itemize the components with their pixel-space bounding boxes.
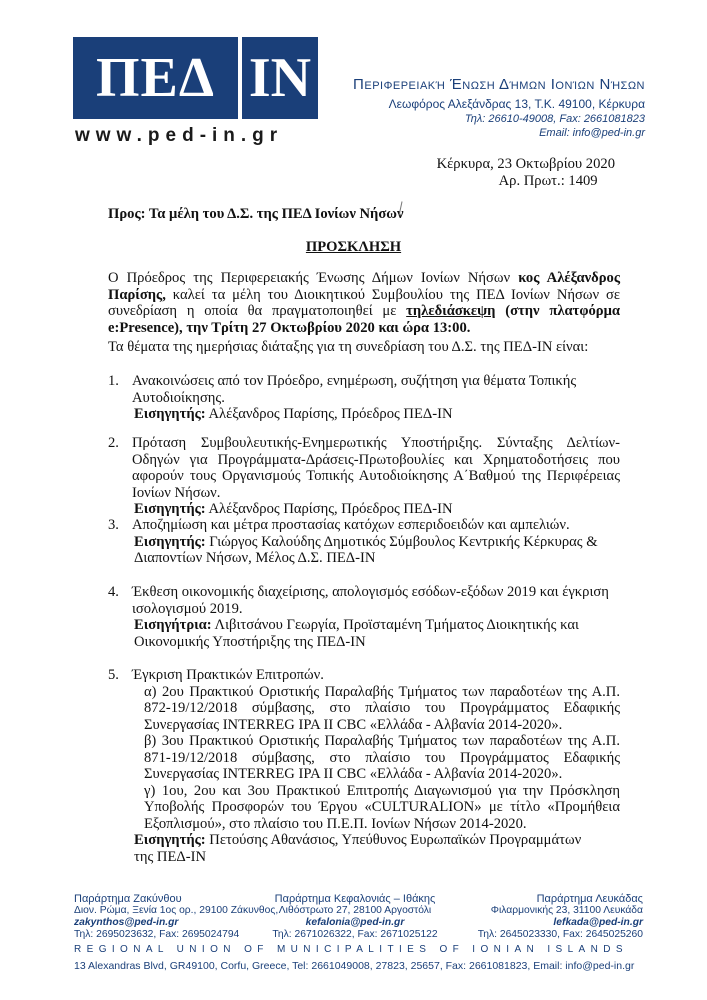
branch-heading: Παράρτημα Ζακύνθου: [74, 893, 182, 905]
rapporteur-label: Εισηγητής:: [134, 533, 206, 550]
agenda-item-number: 2.: [108, 435, 119, 451]
agenda-item-text: Αποζημίωση και μέτρα προστασίας κατόχων εσπεριδοειδών και αμπελιών.: [132, 517, 570, 533]
logo-ped-block: ΠΕΔ: [73, 37, 238, 119]
branch-kefalonia: [270, 893, 440, 941]
organization-phone: Τηλ: 26610-49008, Fax: 2661081823: [464, 113, 645, 125]
subitem-b: β) 3ου Πρακτικού Οριστικής Παραλαβής Τμήματος των παραδοτέων της Α.Π. 871-19/12/2018 σύμβασης, στο πλαίσιο του Προγράμματος Εδαφικής Συνεργασίας INTERREG IPA II CBC «Ελλάδα - Αλβανία 2014-2020».: [144, 733, 620, 782]
branch-heading: Παράρτημα Κεφαλονιάς – Ιθάκης: [274, 893, 436, 905]
rapporteur-label: Εισηγήτρια:: [134, 617, 212, 633]
branch-address: Λιθόστρωτο 27, 28100 Αργοστόλι: [278, 905, 432, 916]
agenda-item-4: [108, 584, 620, 650]
rapporteur-name: Πετούσης Αθανάσιος, Υπεύθυνος Ευρωπαϊκών Προγραμμάτων της ΠΕΔ-ΙΝ: [134, 832, 582, 865]
date-protocol-block: [437, 156, 615, 189]
branch-email[interactable]: zakynthos@ped-in.gr: [74, 917, 179, 928]
branch-zakynthos: [74, 893, 278, 941]
ped-in-logo: [73, 37, 318, 119]
agenda-item-5: [108, 667, 620, 865]
agenda-item-rapporteur: [134, 534, 604, 567]
agenda-item-text: Έγκριση Πρακτικών Επιτροπών.: [132, 667, 324, 683]
agenda-item-rapporteur: [134, 832, 594, 865]
organization-email[interactable]: Email: info@ped-in.gr: [539, 127, 645, 139]
rapporteur-name: Λιβιτσάνου Γεωργία, Προϊσταμένη Τμήματος Διοικητικής και Οικονομικής Υποστήριξης της ΠΕΔ-ΙΝ: [134, 617, 579, 650]
branch-phone: Τηλ: 2645023330, Fax: 2645025260: [477, 929, 643, 940]
intro-text-2: καλεί τα μέλη του Διοικητικού Συμβουλίου της ΠΕΔ Ιονίων Νήσων σε συνεδρίαση η οποία θα πραγματοποιηθεί με: [108, 286, 620, 319]
meeting-mode: τηλεδιάσκεψη: [406, 303, 496, 319]
rapporteur-name: Γιώργος Καλούδης Δημοτικός Σύμβουλος Κεντρικής Κέρκυρας & Διαποντίων Νήσων, Μέλος Δ.Σ. ΠΕΔ-ΙΝ: [134, 533, 598, 566]
rapporteur-name: Αλέξανδρος Παρίσης, Πρόεδρος ΠΕΔ-ΙΝ: [205, 501, 453, 517]
organization-name: Περιφερειακή Ένωση Δήμων Ιονίων Νήσων: [353, 76, 645, 93]
protocol-number: Αρ. Πρωτ.: 1409: [498, 172, 598, 189]
agenda-item-rapporteur: [134, 501, 620, 518]
branch-phone: Τηλ: 2695023632, Fax: 2695024794: [74, 929, 240, 940]
intro-paragraph: [108, 270, 620, 336]
agenda-item-rapporteur: [134, 617, 584, 650]
agenda-item-3: [108, 517, 620, 567]
agenda-item-text: Έκθεση οικονομικής διαχείρισης, απολογισμός εσόδων-εξόδων 2019 και έγκριση ισολογισμού 2019.: [132, 584, 609, 617]
organization-address: Λεωφόρος Αλεξάνδρας 13, Τ.Κ. 49100, Κέρκυρα: [388, 97, 645, 111]
rapporteur-label: Εισηγητής:: [134, 501, 206, 517]
agenda-item-number: 1.: [108, 373, 119, 389]
agenda-item-2: [108, 435, 620, 518]
place-date: Κέρκυρα, 23 Οκτωβρίου 2020: [436, 156, 615, 172]
pen-mark: [399, 201, 409, 216]
branch-heading: Παράρτημα Λευκάδας: [536, 893, 643, 905]
document-title: ΠΡΟΣΚΛΗΣΗ: [305, 239, 402, 255]
branch-phone: Τηλ: 2671026322, Fax: 2671025122: [272, 929, 438, 940]
branch-address: Φιλαρμονικής 23, 31100 Λευκάδα: [490, 905, 643, 916]
branch-address: Διον. Ρώμα, Ξενία 1ος ορ., 29100 Ζάκυνθος,: [74, 905, 279, 916]
website-url[interactable]: www.ped-in.gr: [75, 125, 284, 146]
english-address-line: 13 Alexandras Blvd, GR49100, Corfu, Greece, Tel: 2661049008, 27823, 25657, Fax: 2661081823, Email: info@ped-in.gr: [74, 960, 635, 972]
organization-header: [353, 76, 645, 139]
meeting-platform-datetime: (στην πλατφόρμα e:Presence), την Τρίτη 27 Οκτωβρίου 2020 και ώρα 13:00.: [108, 303, 621, 336]
subitem-c: γ) 1ου, 2ου και 3ου Πρακτικού Επιτροπής Διαγωνισμού για την Πρόσκληση Υποβολής Προσφορών του Έργου «CULTURALION» με τίτλο «Προμήθεια Εξοπλισμού», στο πλαίσιο του Π.Ε.Π. Ιονίων Νήσων 2014-2020.: [144, 782, 620, 832]
branch-lefkada: [478, 893, 643, 941]
english-organization-name: REGIONAL UNION OF MUNICIPALITIES OF IONIAN ISLANDS: [74, 944, 628, 955]
agenda-item-number: 3.: [108, 517, 119, 533]
recipient-line: Προς: Τα μέλη του Δ.Σ. της ΠΕΔ Ιονίων Νήσων: [108, 206, 404, 222]
subitem-a: α) 2ου Πρακτικού Οριστικής Παραλαβής Τμήματος των παραδοτέων της Α.Π. 872-19/12/2018 σύμβασης, στο πλαίσιο του Προγράμματος Εδαφικής Συνεργασίας INTERREG IPA II CBC «Ελλάδα - Αλβανία 2014-2020».: [144, 683, 620, 733]
agenda-item-number: 4.: [108, 584, 119, 600]
branch-email[interactable]: lefkada@ped-in.gr: [553, 917, 643, 928]
agenda-item-number: 5.: [108, 667, 119, 683]
agenda-item-rapporteur: [134, 406, 620, 423]
rapporteur-label: Εισηγητής:: [134, 832, 206, 848]
logo-in-block: IN: [242, 37, 318, 119]
branch-email[interactable]: kefalonia@ped-in.gr: [305, 917, 405, 928]
intro-text-1: Ο Πρόεδρος της Περιφερειακής Ένωσης Δήμων Ιονίων Νήσων: [108, 270, 519, 286]
rapporteur-label: Εισηγητής:: [134, 406, 206, 422]
agenda-item-1: [108, 373, 620, 423]
agenda-item-subitems: [132, 684, 620, 833]
president-name: κος Αλέξανδρος Παρίσης,: [108, 270, 620, 303]
agenda-intro: Τα θέματα της ημερήσιας διάταξης για τη συνεδρίαση του Δ.Σ. της ΠΕΔ-ΙΝ είναι:: [108, 339, 589, 355]
agenda-item-text: Πρόταση Συμβουλευτικής-Ενημερωτικής Υποστήριξης. Σύνταξης Δελτίων-Οδηγών για Προγράμματα-Δράσεις-Πρωτοβουλίες και Χρηματοδοτήσεις που αφορούν τους Οργανισμούς Τοπικής Αυτοδιοίκησης Α΄Βαθμού της Περιφέρειας Ιονίων Νήσων.: [132, 435, 620, 501]
rapporteur-name: Αλέξανδρος Παρίσης, Πρόεδρος ΠΕΔ-ΙΝ: [205, 406, 453, 422]
agenda-item-text: Ανακοινώσεις από τον Πρόεδρο, ενημέρωση, συζήτηση για θέματα Τοπικής Αυτοδιοίκησης.: [132, 373, 577, 406]
